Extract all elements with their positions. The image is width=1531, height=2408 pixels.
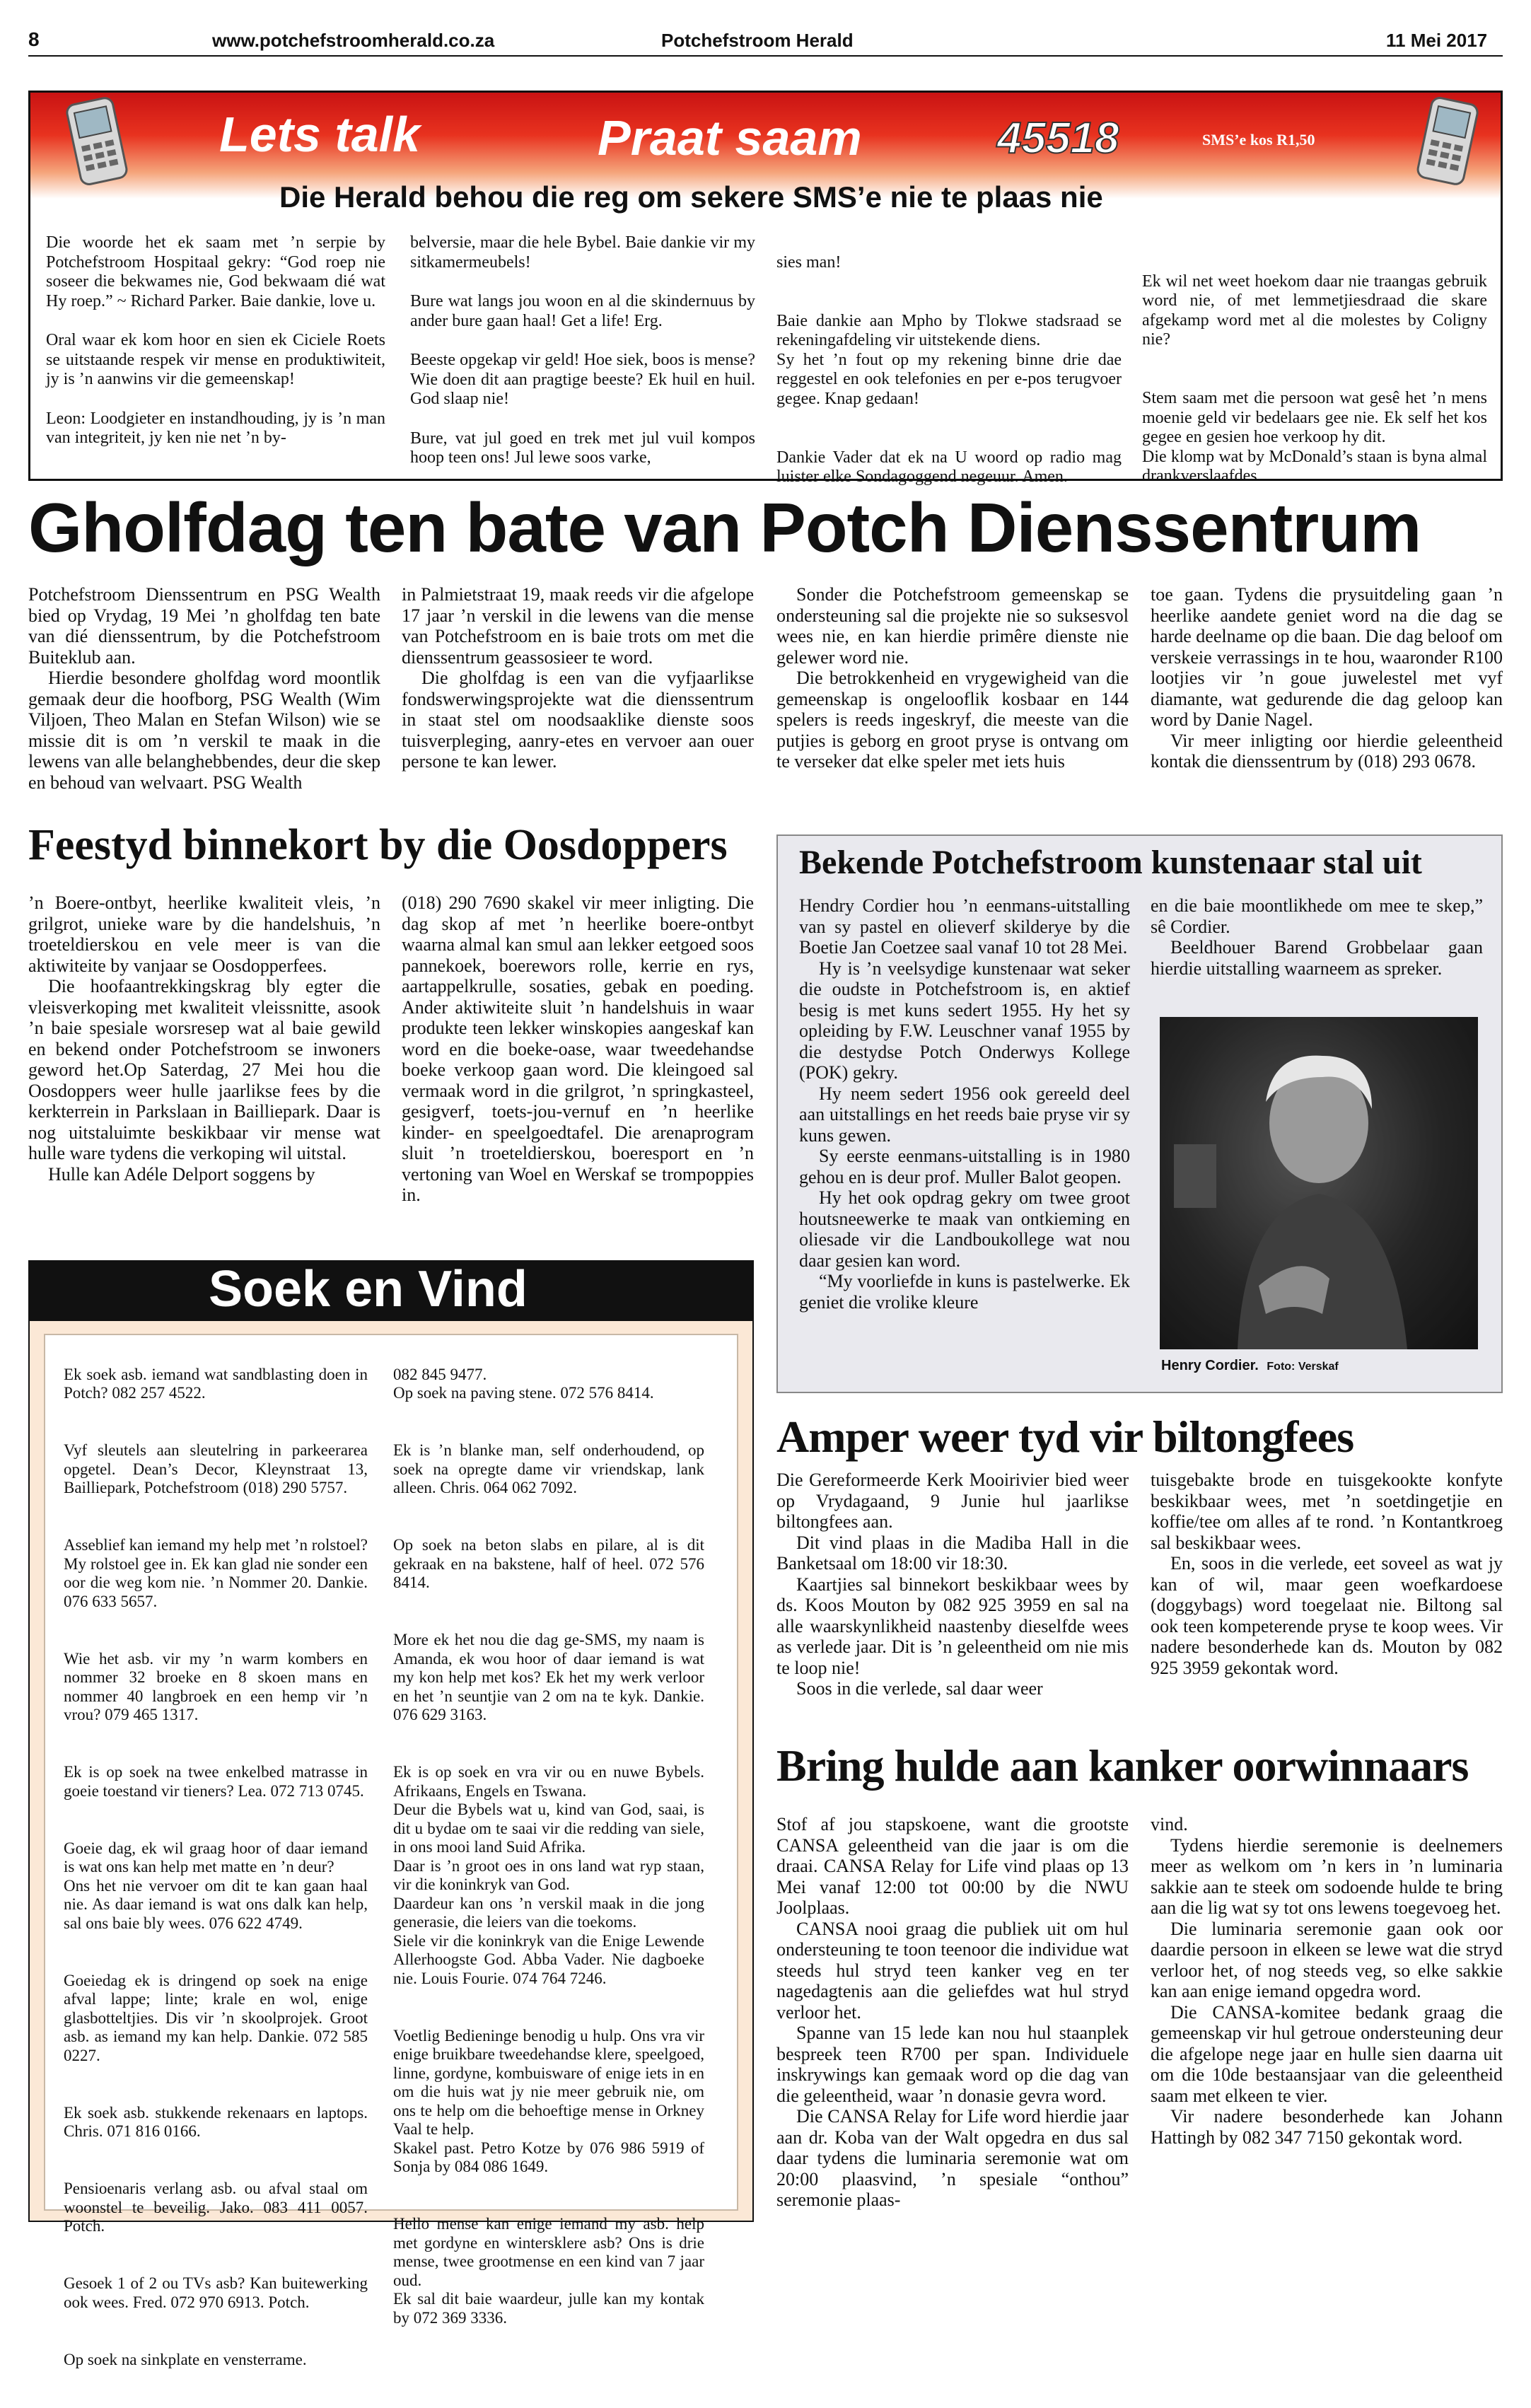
paragraph: En, soos in die verlede, eet soveel as wat jy kan of wil, maar geen woefkardoese (doggybags) word toegelaat nie. Biltong sal ook teen kompeterende pryse te koop wees. Vir nadere besonderhede kan ds. Mouton by 082 925 3959 gekontak word. [1151,1553,1503,1678]
classified-ad: Hello mense kan enige iemand my asb. help met gordyne en wintersklere asb? Ons is drie mense, twee grootmense en een kind van 7 jaar oud. Ek sal dit baie waardeur, julle kan my kontak by 072 369 3336. [393,2215,704,2327]
paragraph: Potchefstroom Dienssentrum en PSG Wealth bied op Vrydag, 19 Mei ’n gholfdag ten bate van dié dienssentrum, by die Potchefstroom Buiteklub aan. [28,584,380,668]
sms-title-afrikaans: Praat saam [598,110,862,165]
classified-ad: Vyf sleutels aan sleutelring in parkeerarea opgetel. Dean’s Decor, Kleynstraat 13, Bailliepark, Potchefstroom (018) 290 5757. [64,1441,368,1496]
classified-ad: Voetlig Bedieninge benodig u hulp. Ons vra vir enige bruikbare tweedehandse klere, speelgoed, linne, gordyne, kombuisware of enige iets in en om die huis wat jy nie meer gebruik nie, om ons te help om die behoeftige mense in Orkney Vaal te help. Skakel past. Petro Kotze by 076 986 5919 of Sonja by 084 086 1649. [393,2026,704,2175]
sms-message: Dankie Vader dat ek na U woord op radio mag luister elke Sondagoggend negeuur. Amen. [776,448,1122,486]
sms-cost: SMS’e kos R1,50 [1202,131,1315,149]
classified-ad: Op soek na beton slabs en pilare, al is dit gekraak en na bakstene, half of heel. 072 576 8414. [393,1536,704,1591]
sms-column-3 [776,233,1122,526]
paragraph: in Palmietstraat 19, maak reeds vir die afgelope 17 jaar ’n verskil in die lewens van die mense van Potchefstroom en is baie trots om met die dienssentrum geassosieer te word. [402,584,754,668]
classified-ad: Ek is op soek na twee enkelbed matrasse in goeie toestand vir tieners? Lea. 072 713 0745. [64,1763,368,1800]
feestyd-column-2 [402,892,754,1206]
paragraph: Hy neem sedert 1956 ook gereeld deel aan uitstallings en het reeds baie pryse vir sy kuns gewen. [799,1083,1130,1146]
sms-number: 45518 [997,114,1119,163]
sms-message: sies man! [776,252,842,272]
paragraph: Dit vind plaas in die Madiba Hall in die Banketsaal om 18:00 vir 18:30. [776,1532,1129,1574]
kunstenaar-column-2 [1151,895,1483,979]
feestyd-column-1 [28,892,380,1185]
biltong-column-2 [1151,1470,1503,1678]
paragraph: Kaartjies sal binnekort beskikbaar wees by ds. Koos Mouton by 082 925 3959 en sal na alle waarskynlikheid naastenby dieselfde wees as verlede jaar. Dit is ’n geleentheid om nie mis te loop nie! [776,1574,1129,1678]
paragraph: CANSA nooi graag die publiek uit om hul ondersteuning te toon teenoor die individue wat steeds hul stryd teen kanker veg en ter nagedagtenis aan die geliefdes wat hul stryd verloor het. [776,1918,1129,2023]
sms-column-4 [1142,252,1487,525]
paragraph: Die hoofaantrekkingskrag bly egter die vleisverkoping met kwaliteit vleissnitte, asook ’n baie spesiale worsresep wat al baie gewild en bekend onder Potchefstroom se inwoners geword het.Op Saterdag, 27 Mei hou die Oosdoppers weer hulle jaarlikse fees by die kerkterrein in Parkslaan in Bailliepark. Daar is nog uitstaluimte beskikbaar vir mense wat hulle ware tydens die verkoping wil uitstal. [28,976,380,1163]
paragraph: Die Gereformeerde Kerk Mooirivier bied weer op Vrydagaand, 9 Junie hul jaarlikse biltongfees aan. [776,1470,1129,1532]
paragraph: Stof af jou stapskoene, want die grootste CANSA geleentheid van die jaar is om die draai. CANSA Relay for Life vind plaas op 13 Mei vanaf 12:00 tot 00:00 by die NWU Joolplaas. [776,1814,1129,1918]
paragraph: (018) 290 7690 skakel vir meer inligting. Die dag skop af met ’n heerlike boere-ontbyt waarna almal kan smul aan lekker eetgoed soos pannekoek, boerewors rolle, kerrie en rys, aartappelkrulle, sosaties, gebak en poeding. Ander aktiwiteite sluit ’n handelshuis in waar produkte teen lekker winskopies aangeskaf kan word en die boeke-oase, waar tweedehandse boeke verkoop gaan word. Die kleingoed sal vermaak word in die grilgrot, ’n springkasteel, gesigverf, toets-jou-vernuf en ’n heerlike kinder- en speelgoedtafel. Die arenaprogram sluit ’n troeteldierskou, boeresport en ’n vertoning van Woel en Werskaf se trompoppies in. [402,892,754,1205]
sms-message: Die woorde het ek saam met ’n serpie by Potchefstroom Hospitaal gekry: “God roep nie soseer die bekwames nie, God bekwaam dié wat Hy roep.” ~ Richard Parker. Baie dankie, love u. [46,233,385,310]
sms-title-english: Lets talk [219,107,420,162]
paragraph: Sonder die Potchefstroom gemeenskap se ondersteuning sal die projekte nie so suksesvol wees nie, en kan hierdie primêre dienste nie gelewer word nie. [776,584,1129,668]
golf-column-3 [776,584,1129,772]
paragraph: Die CANSA Relay for Life word hierdie jaar aan dr. Koba van der Walt opgedra en dus sal daar tydens die luminaria seremonie wat om 20:00 plaasvind, ’n spesiale “onthou” seremonie plaas- [776,2106,1129,2210]
classified-ad: Ek soek asb. stukkende rekenaars en laptops. Chris. 071 816 0166. [64,2103,368,2140]
sms-message: Ek wil net weet hoekom daar nie traangas gebruik word nie, of met lemmetjiesdraad die skare afgekamp word met al die molestes by Coligny nie? [1142,272,1487,349]
paragraph: Die luminaria seremonie gaan ook oor daardie persoon in elkeen se lewe wat die stryd verloor het, of nog steeds veg, so elke sakkie kan aan enige iemand opgedra word. [1151,1918,1503,2001]
kanker-column-1 [776,1814,1129,2211]
sms-subtitle: Die Herald behou die reg om sekere SMS’e nie te plaas nie [279,180,1103,214]
paragraph: Hulle kan Adéle Delport soggens by [48,1163,315,1185]
biltong-column-1 [776,1470,1129,1699]
biltong-headline: Amper weer tyd vir biltongfees [776,1412,1354,1462]
golf-column-2 [402,584,754,772]
soek-title: Soek en Vind [209,1261,528,1318]
issue-date: 11 Mei 2017 [1386,30,1488,51]
paragraph: Beeldhouer Barend Grobbelaar gaan hierdie uitstalling waarneem as spreker. [1151,937,1483,979]
paragraph: Hendry Cordier hou ’n eenmans-uitstalling van sy pastel en olieverf skilderye by die Boetie Jan Coetzee saal vanaf 10 tot 28 Mei. [799,895,1130,958]
paragraph: Vir nadere besonderhede kan Johann Hattingh by 082 347 7150 gekontak word. [1151,2106,1503,2148]
paragraph: “My voorliefde in kuns is pastelwerke. Ek geniet die vrolike kleure [799,1271,1130,1313]
kunstenaar-headline: Bekende Potchefstroom kunstenaar stal uit [799,844,1422,881]
paragraph: Die gholfdag is een van die vyfjaarlikse fondswerwingsprojekte wat die dienssentrum in staat stel om noodsaaklike dienste soos tuisverpleging, aanry-etes en vervoer aan ouer persone te kan lewer. [402,668,754,772]
paragraph: Sy eerste eenmans-uitstalling is in 1980 gehou en is deur prof. Muller Balot geopen. [799,1146,1130,1187]
sms-message: Stem saam met die persoon wat gesê het ’n mens moenie geld vir bedelaars gee nie. Ek self het kos gegee en gesien hoe verkoop hy dit. Die klomp wat by McDonald’s staan is byna almal drankverslaafdes. [1142,389,1487,485]
kanker-column-2 [1151,1814,1503,2148]
caption-credit: Foto: Verskaf [1267,1361,1339,1373]
classified-ad: Wie het asb. vir my ’n warm kombers en nommer 32 broeke en 8 skoen mans en nommer 40 langbroek en een hemp vir ’n vrou? 079 465 1317. [64,1649,368,1723]
sms-message: Baie dankie aan Mpho by Tlokwe stadsraad se rekeningafdeling vir uitstekende diens. Sy het ’n fout op my rekening binne drie dae reggestel en ook telefonies en per e-pos terugvoer gegee. Knap gedaan! [776,311,1122,408]
photo-caption [1161,1358,1339,1374]
classified-ad: Goeiedag ek is dringend op soek na enige afval lappe; linte; krale en wol, enige glasbotteltjies. Dis vir ’n skoolprojek. Groot asb. as iemand my kan help. Dankie. 072 585 0227. [64,1971,368,2064]
header-rule [28,55,1503,57]
soek-column-1 [64,1346,368,2408]
golf-column-1 [28,584,380,793]
classified-ad: Asseblief kan iemand my help met ’n rolstoel? My rolstoel gee in. Ek kan glad nie sonder een oor die weg kom nie. ’n Nommer 20. Dankie. 076 633 5657. [64,1536,368,1610]
page-number: 8 [28,28,40,50]
classified-ad: More ek het nou die dag ge-SMS, my naam is Amanda, ek wou hoor of daar iemand is wat my kon help met kos? Ek het my werk verloor en het ’n seuntjie van 2 om na te kyk. Dankie. 076 629 3163. [393,1631,704,1723]
paragraph: Hierdie besondere gholfdag word moontlik gemaak deur die hoofborg, PSG Wealth (Wim Viljoen, Theo Malan en Stefan Wilson) wie se missie dit is om ’n verskil te maak in die lewens van alle belanghebbendes, deur die skep en behoud van welvaart. PSG Wealth [28,668,380,793]
sms-column-2 [410,233,755,488]
paragraph: Tydens hierdie seremonie is deelnemers meer as welkom om ’n kers in ’n luminaria sakkie aan te steek om sodoende hulde te bring aan die lig wat sy tot ons lewens toegevoeg het. [1151,1834,1503,1918]
classified-ad: Pensioenaris verlang asb. ou afval staal om woonstel te beveilig. Jako. 083 411 0057. Potch. [64,2180,368,2235]
classified-ad: 082 845 9477. Op soek na paving stene. 072 576 8414. [393,1365,654,1402]
sms-message: Beeste opgekap vir geld! Hoe siek, boos is mense? Wie doen dit aan pragtige beeste? Ek huil en huil. God slaap nie! [410,351,755,408]
paragraph: tuisgebakte brode en tuisgekookte konfyte beskikbaar wees, met ’n soetdingetjie en koffie/tee om alles af te rond. ’n Kontantkroeg sal beskikbaar wees. [1151,1470,1503,1553]
golf-headline: Gholfdag ten bate van Potch Dienssentrum [28,489,1421,566]
classified-ad: Gesoek 1 of 2 ou TVs asb? Kan buitewerking ook wees. Fred. 072 970 6913. Potch. [64,2274,368,2311]
paragraph: Hy het ook opdrag gekry om twee groot houtsneewerke te maak van ontkieming en oliesade vir die Landboukollege wat nou daar gesien kan word. [799,1187,1130,1271]
sms-message: Oral waar ek kom hoor en sien ek Ciciele Roets se uitstaande respek vir mense en produktiwiteit, jy is ’n aanwins vir die gemeenskap! [46,331,385,388]
paragraph: vind. [1151,1814,1188,1834]
feestyd-headline: Feestyd binnekort by die Oosdoppers [28,821,728,869]
kunstenaar-column-1 [799,895,1130,1313]
paragraph: ’n Boere-ontbyt, heerlike kwaliteit vleis, ’n grilgrot, unieke ware by die handelshuis, ’n troeteldierskou en vele meer is van die aktiwiteite by vanjaar se Oosdopperfees. [28,892,380,976]
paragraph: Soos in die verlede, sal daar weer [796,1678,1043,1699]
paragraph: toe gaan. Tydens die prysuitdeling gaan ’n heerlike aandete geniet word na die dag se harde deelname op die baan. Die dag beloof om verskeie verrassings in te hou, waaronder R100 lootjies vir ’n goue juwelestel met vyf diamante, wat gedurende die dag geloop kan word by Danie Nagel. [1151,584,1503,730]
sms-message: Bure, vat jul goed en trek met jul vuil kompos hoop teen ons! Jul lewe soos varke, [410,429,755,467]
paragraph: Die betrokkenheid en vrygewigheid van die gemeenskap is ongelooflik kosbaar en 144 spelers is reeds ingeskryf, die meeste van die putjies is geborg en groot pryse is ontvang om te verseker dat elke speler met iets huis [776,668,1129,772]
classified-ad: Ek is ’n blanke man, self onderhoudend, op soek na opregte dame vir vriendskap, lank alleen. Chris. 064 062 7092. [393,1441,704,1496]
classified-ad: Op soek na sinkplate en vensterrame. [64,2350,307,2368]
paragraph: Hy is ’n veelsydige kunstenaar wat seker die oudste in Potchefstroom is, en aktief besig is met kuns sedert 1955. Hy het sy opleiding by F.W. Leuschner vanaf 1955 by die destydse Potch Onderwys Kollege (POK) gekry. [799,958,1130,1083]
artist-photo [1160,1017,1478,1349]
classified-ad: Ek is op soek en vra vir ou en nuwe Bybels. Afrikaans, Engels en Tswana. Deur die Bybels wat u, kind van God, saai, is dit u bydae om te saai vir die redding van siele, in ons mooi land Suid Afrika. Daar is ’n groot oes in ons land wat ryp staan, vir die koninkryk van God. Daardeur kan ons ’n verskil maak in die jong generasie, die leiers van die toekoms. Siele vir die koninkryk van die Enige Lewende Allerhoogste God. Abba Vader. Nie dagboeke nie. Louis Fourie. 074 764 7246. [393,1763,704,1987]
sms-message: Bure wat langs jou woon en al die skindernuus by ander bure gaan haal! Get a life! Erg. [410,292,755,330]
sms-message: belversie, maar die hele Bybel. Baie dankie vir my sitkamermeubels! [410,233,755,272]
paragraph: Spanne van 15 lede kan nou hul staanplek bespreek teen R700 per span. Individuele inskrywings kan gemaak word op die dag van die geleentheid, waar ’n donasie gevra word. [776,2023,1129,2106]
sms-message: Leon: Loodgieter en instandhouding, jy is ’n man van integriteit, jy ken nie net ’n by- [46,409,385,447]
paragraph: Die CANSA-komitee bedank graag die gemeenskap vir hul getroue ondersteuning deur die afgelope nege jaar en hulle sien daarna uit om die 10de bestaansjaar van die geleentheid saam met elkeen te vier. [1151,2001,1503,2106]
caption-name: Henry Cordier. [1161,1358,1259,1373]
soek-column-2 [393,1346,704,2366]
kanker-headline: Bring hulde aan kanker oorwinnaars [776,1740,1469,1791]
classified-ad: Ek soek asb. iemand wat sandblasting doen in Potch? 082 257 4522. [64,1365,368,1402]
paragraph: en die baie moontlikhede om mee te skep,” sê Cordier. [1151,895,1483,937]
golf-column-4 [1151,584,1503,772]
paragraph: Vir meer inligting oor hierdie geleentheid kontak die dienssentrum by (018) 293 0678. [1151,730,1503,772]
paper-name: Potchefstroom Herald [661,30,854,51]
classified-ad: Goeie dag, ek wil graag hoor of daar iemand is wat ons kan help met matte en ’n deur? Ons het nie vervoer om dit te kan gaan haal nie. As daar iemand is wat ons dalk kan help, sal ons baie bly wees. 076 622 4749. [64,1839,368,1932]
sms-column-1 [46,233,385,468]
website-url[interactable]: www.potchefstroomherald.co.za [212,30,495,51]
